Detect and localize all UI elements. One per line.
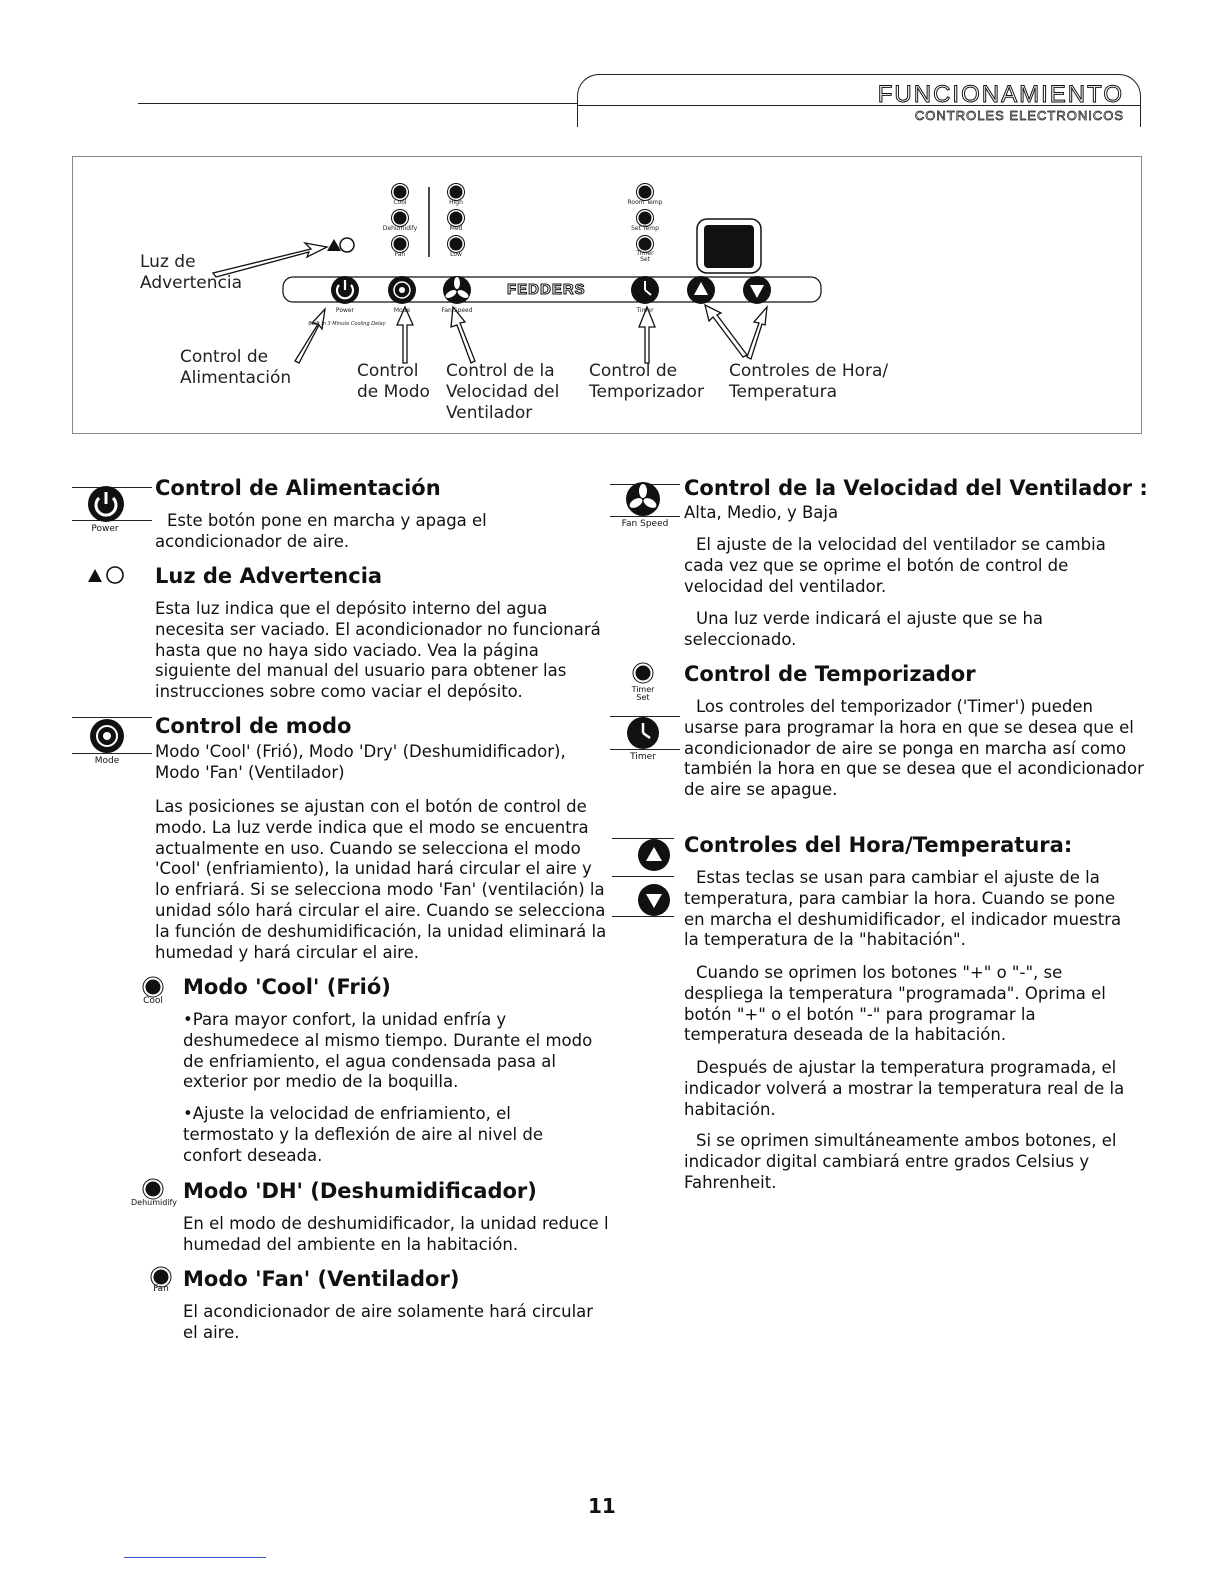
mode-control-callout: Control de Modo xyxy=(357,361,430,402)
time-temp-rule-2 xyxy=(612,876,674,877)
timer-set-led-label: Timer Set xyxy=(636,250,654,263)
cool-icon-label: Cool xyxy=(143,996,163,1006)
cool-led-icon xyxy=(142,976,164,998)
med-led-label: Med xyxy=(449,225,463,232)
timer-button-label: Timer xyxy=(636,307,654,314)
fan-speed-section-text-2: Una luz verde indicará el ajuste que se ha seleccionado. xyxy=(684,609,1044,649)
timer-set-led-icon xyxy=(632,662,654,684)
mode-icon xyxy=(89,718,125,754)
timer-section-text: Los controles del temporizador ('Timer') pueden usarse para programar la hora en que se desea que el acondicionador de aire se ponga en marcha así como también la hora en que se desea que el acondicionador de aire se apague. xyxy=(684,697,1144,800)
low-led-label: Low xyxy=(450,251,462,258)
mode-section-title: Control de modo xyxy=(155,714,352,738)
warning-section-title: Luz de Advertencia xyxy=(155,564,383,588)
mode-button-label: Mode xyxy=(393,307,411,314)
up-arrow-icon xyxy=(637,838,671,872)
fan-speed-control-callout: Control de la Velocidad del Ventilador xyxy=(446,361,560,423)
fan-speed-button-label: Fan Speed xyxy=(441,307,473,314)
time-temp-section-text-1: Estas teclas se usan para cambiar el ajuste de la temperatura, para cambiar la hora. Cuando se pone en marcha el deshumidificador, el indicador muestra la temperatura de la "habitación". xyxy=(684,868,1122,950)
cooling-delay-note: Built in 3 Minute Cooling Delay xyxy=(308,321,386,327)
high-led-label: High xyxy=(449,199,463,206)
page-title: FUNCIONAMIENTO xyxy=(877,81,1124,108)
header-rule xyxy=(138,103,578,104)
header-tab xyxy=(577,74,1141,127)
warning-light-icon xyxy=(86,565,126,585)
page-number: 11 xyxy=(588,1494,616,1518)
time-temp-section-text-2: Cuando se oprimen los botones "+" o "-", se despliega la temperatura "programada". Oprima el botón "+" o el botón "-" para programar la temperatura deseada de la habitación. xyxy=(684,963,1106,1045)
time-temp-section-text-3: Después de ajustar la temperatura programada, el indicador volverá a mostrar la temperatura real de la habitación. xyxy=(684,1058,1125,1119)
time-temp-section-title: Controles del Hora/Temperatura: xyxy=(684,833,1073,857)
fan-speed-icon-label: Fan Speed xyxy=(621,519,669,529)
cool-section-text-2: •Ajuste la velocidad de enfriamiento, el termostato y la deflexión de aire al nivel de confort deseada. xyxy=(183,1104,543,1165)
fan-speed-section-title: Control de la Velocidad del Ventilador : xyxy=(684,476,1148,500)
brand-logo: FEDDERS xyxy=(507,281,586,298)
cool-led-label: Cool xyxy=(393,199,407,206)
warning-section-text: Esta luz indica que el depósito interno del agua necesita ser vaciado. El acondicionador no funcionará hasta que no haya sido vaciado. Vea la página siguiente del manual del usuario para obtener las instrucciones sobre como vaciar el depósito. xyxy=(155,599,601,702)
cool-section-title: Modo 'Cool' (Frió) xyxy=(183,975,391,999)
room-temp-led-label: Room Temp xyxy=(627,199,663,206)
fan-speed-section-subtitle: Alta, Medio, y Baja xyxy=(684,503,839,522)
time-temp-controls-callout: Controles de Hora/ Temperatura xyxy=(729,361,889,402)
fan-led-label: Fan xyxy=(394,251,406,258)
power-icon xyxy=(87,485,125,523)
timer-icon xyxy=(626,716,660,750)
timer-icon-label: Timer xyxy=(630,752,656,762)
power-section-text: Este botón pone en marcha y apaga el acondicionador de aire. xyxy=(155,511,487,551)
power-icon-label: Power xyxy=(91,524,119,534)
dehumidify-led-label: Dehumidify xyxy=(382,225,418,232)
power-control-callout: Control de Alimentación xyxy=(180,347,292,388)
mode-section-text: Las posiciones se ajustan con el botón de control de modo. La luz verde indica que el modo se encuentra actualmente en uso. Cuando se selecciona el modo 'Cool' (enfriamiento), la unidad hará circular el aire y lo enfriará. Si se selecciona modo 'Fan' (ventilación) la unidad sólo hará circular el aire. Cuando se selecciona la función de deshumidificación, la unidad eliminará la humedad y hará circular el aire. xyxy=(155,797,607,962)
page-subtitle: CONTROLES ELECTRONICOS xyxy=(914,108,1124,123)
mode-icon-label: Mode xyxy=(94,756,120,766)
power-section-title: Control de Alimentación xyxy=(155,476,441,500)
timer-section-title: Control de Temporizador xyxy=(684,662,976,686)
mode-section-subtitle: Modo 'Cool' (Frió), Modo 'Dry' (Deshumidificador), Modo 'Fan' (Ventilador) xyxy=(155,742,566,782)
dehumidify-led-icon xyxy=(142,1178,164,1200)
power-button-label: Power xyxy=(335,307,355,314)
set-temp-led-label: Set Temp xyxy=(631,225,659,232)
timer-set-icon-label: Timer Set xyxy=(631,685,655,702)
fan-section-text: El acondicionador de aire solamente hará circular el aire. xyxy=(183,1302,594,1342)
down-arrow-icon xyxy=(637,883,671,917)
footer-link-rule xyxy=(124,1557,266,1558)
fan-section-title: Modo 'Fan' (Ventilador) xyxy=(183,1267,460,1291)
dh-section-title: Modo 'DH' (Deshumidificador) xyxy=(183,1179,537,1203)
cool-section-text-1: •Para mayor confort, la unidad enfría y deshumedece al mismo tiempo. Durante el modo de enfriamiento, el agua condensada pasa al exterior por medio de la boquilla. xyxy=(183,1010,593,1092)
timer-control-callout: Control de Temporizador xyxy=(589,361,704,402)
fan-icon-label: Fan xyxy=(153,1284,169,1294)
time-temp-section-text-4: Si se oprimen simultáneamente ambos botones, el indicador digital cambiará entre grados Celsius y Fahrenheit. xyxy=(684,1131,1117,1192)
control-panel-diagram xyxy=(72,156,1142,434)
fan-speed-section-text-1: El ajuste de la velocidad del ventilador se cambia cada vez que se oprime el botón de control de velocidad del ventilador. xyxy=(684,535,1106,596)
dh-section-text: En el modo de deshumidificador, la unidad reduce l humedad del ambiente en la habitación. xyxy=(183,1214,609,1254)
dehumidify-icon-label: Dehumidify xyxy=(131,1198,177,1207)
fan-speed-icon xyxy=(625,481,661,517)
warning-light-callout: Luz de Advertencia xyxy=(140,252,243,293)
